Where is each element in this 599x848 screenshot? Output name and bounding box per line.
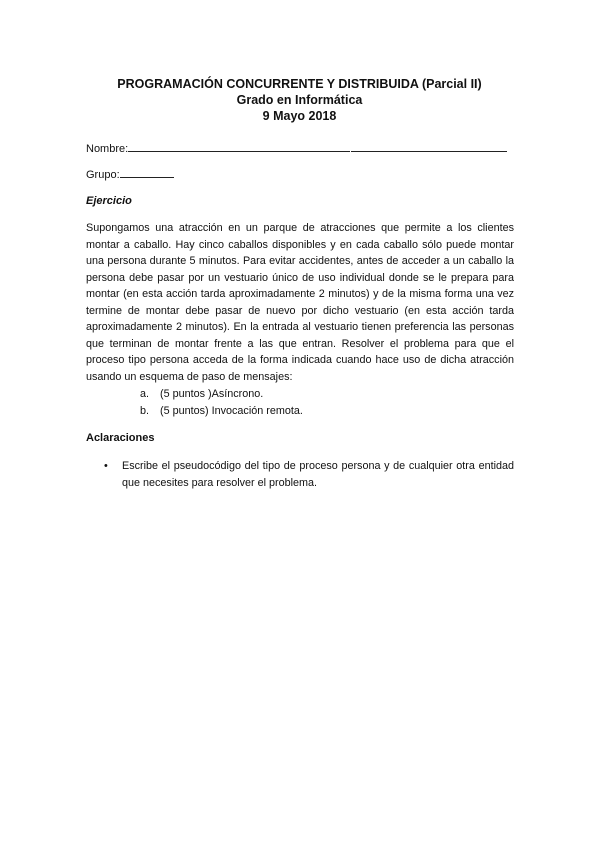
name-label: Nombre:: [86, 143, 129, 155]
list-marker: b.: [140, 404, 150, 417]
exam-header: [0, 76, 599, 124]
exam-date: 9 Mayo 2018: [262, 109, 337, 123]
group-blank-line: [120, 166, 174, 178]
exercise-statement: Supongamos una atracción en un parque de atracciones que permite a los clientes montar a caballo. Hay cinco caballos disponibles y en cada caballo sólo puede montar una persona durante 5 minutos. Para evitar accidentes, antes de acceder a un caballo la persona debe pasar por un vestuario único de uso individual donde se le prepara para montar (en esta acción tarda aproximadamente 2 minutos) y de la misma forma una vez termine de montar debe pasar de nuevo por dicho vestuario (en esta acción tarda aproximadamente 2 minutos). En la entrada al vestuario tienen preferencia las personas que terminan de montar frente a las que entran. Resolver el problema para que el proceso tipo persona acceda de la forma indicada cuando hace uso de dicha atracción usando un esquema de paso de mensajes:: [86, 222, 514, 383]
name-blank-line-2: [351, 140, 507, 152]
notes-heading: Aclaraciones: [86, 432, 155, 444]
degree-name: Grado en Informática: [236, 93, 363, 107]
list-marker: a.: [140, 388, 150, 400]
exercise-heading: Ejercicio: [86, 195, 132, 207]
list-item: [140, 403, 303, 420]
bullet-icon: •: [104, 460, 108, 472]
exam-title: PROGRAMACIÓN CONCURRENTE Y DISTRIBUIDA (Parcial II): [117, 77, 482, 91]
name-field: [86, 140, 507, 156]
group-field: [86, 166, 174, 182]
notes-list: [104, 458, 514, 491]
list-item-text: Escribe el pseudocódigo del tipo de proceso persona y de cualquier otra entidad que necesites para resolver el problema.: [122, 460, 514, 489]
list-item: [140, 386, 303, 403]
list-item-text: (5 puntos )Asíncrono.: [160, 388, 264, 400]
list-item: [104, 458, 514, 491]
exercise-parts-list: [140, 386, 303, 419]
list-item-text: (5 puntos) Invocación remota.: [160, 404, 303, 417]
group-label: Grupo:: [86, 169, 120, 181]
name-blank-line-1: [128, 140, 350, 152]
